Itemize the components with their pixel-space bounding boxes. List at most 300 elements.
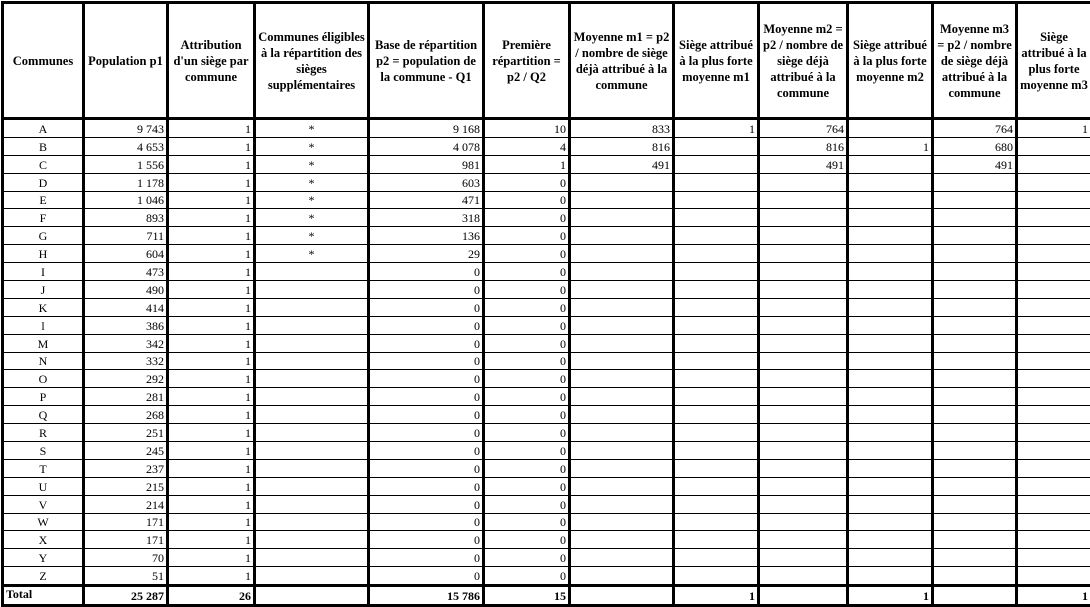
table-row: [3, 388, 1090, 406]
cell-eligible: [255, 424, 369, 442]
cell-moyenne-m1: [570, 316, 674, 334]
cell-moyenne-m1: [570, 495, 674, 513]
cell-moyenne-m2: [759, 173, 848, 191]
cell-base-p2: 0: [369, 424, 484, 442]
cell-moyenne-m2: 764: [759, 119, 848, 138]
cell-moyenne-m2: [759, 334, 848, 352]
cell-premiere-repartition: 0: [484, 495, 570, 513]
cell-eligible: *: [255, 227, 369, 245]
cell-siege-m1: [674, 531, 759, 549]
cell-population-p1: 251: [84, 424, 168, 442]
table-row: [3, 155, 1090, 173]
column-header-moyenne-m3: Moyenne m3 = p2 / nombre de siège déjà attribué à la commune: [933, 3, 1017, 119]
cell-premiere-repartition: 4: [484, 137, 570, 155]
cell-premiere-repartition: 0: [484, 191, 570, 209]
cell-siege-par-commune: 1: [168, 316, 255, 334]
cell-commune: P: [3, 388, 84, 406]
cell-moyenne-m1: [570, 173, 674, 191]
cell-siege-m3: 1: [1017, 586, 1090, 606]
cell-moyenne-m3: [933, 531, 1017, 549]
cell-commune: B: [3, 137, 84, 155]
cell-premiere-repartition: 0: [484, 459, 570, 477]
cell-base-p2: 0: [369, 477, 484, 495]
cell-siege-par-commune: 1: [168, 370, 255, 388]
cell-moyenne-m1: [570, 406, 674, 424]
cell-siege-par-commune: 1: [168, 281, 255, 299]
cell-base-p2: 15 786: [369, 586, 484, 606]
cell-moyenne-m2: [759, 586, 848, 606]
cell-premiere-repartition: 1: [484, 155, 570, 173]
table-row: [3, 173, 1090, 191]
column-header-siege-par-commune: Attribution d'un siège par commune: [168, 3, 255, 119]
cell-siege-m3: [1017, 531, 1090, 549]
cell-eligible: *: [255, 209, 369, 227]
column-header-commune: Communes: [3, 3, 84, 119]
cell-base-p2: 0: [369, 370, 484, 388]
cell-moyenne-m3: [933, 352, 1017, 370]
cell-siege-m1: [674, 549, 759, 567]
table-row: [3, 424, 1090, 442]
seat-allocation-table: [1, 1, 1090, 607]
header-row: [3, 3, 1090, 119]
cell-siege-m3: [1017, 227, 1090, 245]
cell-moyenne-m2: [759, 298, 848, 316]
cell-commune: E: [3, 191, 84, 209]
cell-siege-m2: [848, 549, 933, 567]
cell-moyenne-m2: [759, 567, 848, 586]
table-row: [3, 531, 1090, 549]
cell-siege-m2: [848, 459, 933, 477]
cell-premiere-repartition: 0: [484, 173, 570, 191]
cell-siege-m3: [1017, 352, 1090, 370]
cell-moyenne-m2: [759, 513, 848, 531]
cell-siege-m3: [1017, 549, 1090, 567]
cell-base-p2: 0: [369, 567, 484, 586]
cell-moyenne-m2: [759, 459, 848, 477]
cell-siege-m2: [848, 388, 933, 406]
cell-base-p2: 29: [369, 245, 484, 263]
cell-premiere-repartition: 0: [484, 477, 570, 495]
cell-moyenne-m2: [759, 263, 848, 281]
cell-siege-m1: [674, 388, 759, 406]
cell-eligible: [255, 495, 369, 513]
cell-siege-m1: [674, 459, 759, 477]
cell-siege-m2: [848, 531, 933, 549]
column-header-premiere-repartition: Première répartition = p2 / Q2: [484, 3, 570, 119]
cell-siege-m3: [1017, 567, 1090, 586]
cell-siege-m2: [848, 316, 933, 334]
cell-siege-par-commune: 1: [168, 119, 255, 138]
table-row: [3, 406, 1090, 424]
cell-siege-m3: [1017, 209, 1090, 227]
cell-siege-m2: [848, 298, 933, 316]
cell-siege-m2: [848, 495, 933, 513]
cell-siege-m1: [674, 334, 759, 352]
cell-siege-m2: [848, 227, 933, 245]
cell-moyenne-m3: [933, 298, 1017, 316]
cell-siege-m1: [674, 513, 759, 531]
cell-commune: R: [3, 424, 84, 442]
cell-siege-m1: [674, 316, 759, 334]
cell-siege-m3: [1017, 137, 1090, 155]
cell-moyenne-m1: [570, 334, 674, 352]
column-header-siege-m2: Siège attribué à la plus forte moyenne m2: [848, 3, 933, 119]
cell-siege-m1: [674, 263, 759, 281]
cell-eligible: *: [255, 245, 369, 263]
table-row: [3, 459, 1090, 477]
cell-premiere-repartition: 0: [484, 316, 570, 334]
cell-commune: Y: [3, 549, 84, 567]
table-row: [3, 352, 1090, 370]
cell-moyenne-m3: [933, 388, 1017, 406]
cell-siege-m3: [1017, 263, 1090, 281]
cell-moyenne-m3: [933, 442, 1017, 460]
column-header-base-p2: Base de répartition p2 = population de la commune - Q1: [369, 3, 484, 119]
cell-base-p2: 0: [369, 281, 484, 299]
cell-premiere-repartition: 0: [484, 424, 570, 442]
cell-commune: U: [3, 477, 84, 495]
cell-premiere-repartition: 0: [484, 531, 570, 549]
cell-siege-m1: [674, 245, 759, 263]
cell-moyenne-m2: [759, 495, 848, 513]
cell-siege-m2: [848, 352, 933, 370]
cell-premiere-repartition: 0: [484, 442, 570, 460]
cell-siege-par-commune: 1: [168, 191, 255, 209]
cell-eligible: [255, 352, 369, 370]
cell-moyenne-m2: [759, 281, 848, 299]
cell-moyenne-m3: 680: [933, 137, 1017, 155]
cell-base-p2: 0: [369, 549, 484, 567]
table-row: [3, 549, 1090, 567]
cell-siege-m2: 1: [848, 586, 933, 606]
cell-moyenne-m3: [933, 173, 1017, 191]
cell-commune: N: [3, 352, 84, 370]
cell-eligible: [255, 263, 369, 281]
table-row: [3, 209, 1090, 227]
cell-premiere-repartition: 10: [484, 119, 570, 138]
cell-premiere-repartition: 15: [484, 586, 570, 606]
cell-siege-m3: [1017, 281, 1090, 299]
cell-siege-m3: [1017, 424, 1090, 442]
cell-commune: O: [3, 370, 84, 388]
cell-moyenne-m1: [570, 352, 674, 370]
cell-siege-m3: [1017, 245, 1090, 263]
cell-moyenne-m1: [570, 477, 674, 495]
cell-commune: S: [3, 442, 84, 460]
cell-siege-m1: [674, 406, 759, 424]
cell-commune: A: [3, 119, 84, 138]
table-row: [3, 334, 1090, 352]
cell-moyenne-m1: [570, 531, 674, 549]
cell-base-p2: 981: [369, 155, 484, 173]
cell-moyenne-m1: [570, 513, 674, 531]
table-row: [3, 477, 1090, 495]
cell-siege-par-commune: 1: [168, 388, 255, 406]
cell-moyenne-m3: [933, 513, 1017, 531]
cell-population-p1: 332: [84, 352, 168, 370]
cell-siege-m2: [848, 370, 933, 388]
cell-base-p2: 0: [369, 388, 484, 406]
cell-moyenne-m2: [759, 227, 848, 245]
cell-siege-m2: [848, 477, 933, 495]
cell-siege-m1: [674, 424, 759, 442]
cell-population-p1: 386: [84, 316, 168, 334]
cell-siege-m3: [1017, 191, 1090, 209]
cell-moyenne-m1: [570, 549, 674, 567]
cell-moyenne-m1: [570, 388, 674, 406]
cell-moyenne-m3: [933, 227, 1017, 245]
table-row: [3, 119, 1090, 138]
cell-premiere-repartition: 0: [484, 567, 570, 586]
cell-siege-m2: [848, 245, 933, 263]
cell-moyenne-m3: [933, 370, 1017, 388]
cell-eligible: [255, 531, 369, 549]
cell-siege-par-commune: 1: [168, 459, 255, 477]
cell-population-p1: 473: [84, 263, 168, 281]
cell-siege-par-commune: 1: [168, 495, 255, 513]
table-row: [3, 137, 1090, 155]
cell-base-p2: 0: [369, 459, 484, 477]
cell-siege-par-commune: 1: [168, 549, 255, 567]
cell-eligible: [255, 549, 369, 567]
cell-commune: V: [3, 495, 84, 513]
cell-siege-m3: [1017, 406, 1090, 424]
cell-siege-par-commune: 1: [168, 567, 255, 586]
cell-moyenne-m1: [570, 263, 674, 281]
cell-commune: T: [3, 459, 84, 477]
cell-siege-m2: 1: [848, 137, 933, 155]
cell-moyenne-m1: [570, 370, 674, 388]
cell-siege-m1: 1: [674, 586, 759, 606]
cell-premiere-repartition: 0: [484, 549, 570, 567]
cell-siege-m2: [848, 209, 933, 227]
cell-siege-par-commune: 1: [168, 477, 255, 495]
column-header-moyenne-m1: Moyenne m1 = p2 / nombre de siège déjà attribué à la commune: [570, 3, 674, 119]
cell-moyenne-m2: 816: [759, 137, 848, 155]
cell-moyenne-m1: [570, 191, 674, 209]
cell-siege-m3: [1017, 173, 1090, 191]
cell-population-p1: 215: [84, 477, 168, 495]
cell-commune: F: [3, 209, 84, 227]
cell-moyenne-m3: [933, 245, 1017, 263]
table-row: [3, 316, 1090, 334]
table-row: [3, 191, 1090, 209]
cell-premiere-repartition: 0: [484, 388, 570, 406]
cell-siege-par-commune: 26: [168, 586, 255, 606]
cell-base-p2: 0: [369, 531, 484, 549]
cell-premiere-repartition: 0: [484, 298, 570, 316]
cell-moyenne-m1: [570, 209, 674, 227]
cell-premiere-repartition: 0: [484, 513, 570, 531]
cell-population-p1: 281: [84, 388, 168, 406]
cell-siege-m1: [674, 370, 759, 388]
cell-moyenne-m2: [759, 245, 848, 263]
cell-base-p2: 136: [369, 227, 484, 245]
cell-siege-m3: [1017, 334, 1090, 352]
cell-premiere-repartition: 0: [484, 281, 570, 299]
cell-eligible: [255, 513, 369, 531]
table-row: [3, 298, 1090, 316]
column-header-population-p1: Population p1: [84, 3, 168, 119]
cell-base-p2: 4 078: [369, 137, 484, 155]
cell-base-p2: 0: [369, 352, 484, 370]
cell-siege-par-commune: 1: [168, 227, 255, 245]
cell-moyenne-m1: 491: [570, 155, 674, 173]
cell-eligible: [255, 316, 369, 334]
cell-moyenne-m2: [759, 191, 848, 209]
cell-moyenne-m2: [759, 370, 848, 388]
cell-eligible: [255, 459, 369, 477]
cell-siege-m2: [848, 442, 933, 460]
cell-premiere-repartition: 0: [484, 406, 570, 424]
table-row: [3, 370, 1090, 388]
cell-population-p1: 9 743: [84, 119, 168, 138]
cell-moyenne-m1: [570, 281, 674, 299]
cell-siege-m3: [1017, 495, 1090, 513]
cell-siege-m2: [848, 513, 933, 531]
cell-eligible: [255, 567, 369, 586]
cell-moyenne-m3: [933, 191, 1017, 209]
cell-moyenne-m2: 491: [759, 155, 848, 173]
cell-population-p1: 237: [84, 459, 168, 477]
cell-siege-m2: [848, 406, 933, 424]
column-header-siege-m1: Siège attribué à la plus forte moyenne m1: [674, 3, 759, 119]
column-header-siege-m3: Siège attribué à la plus forte moyenne m3: [1017, 3, 1090, 119]
cell-siege-m2: [848, 281, 933, 299]
cell-siege-par-commune: 1: [168, 442, 255, 460]
cell-moyenne-m2: [759, 388, 848, 406]
cell-siege-m2: [848, 191, 933, 209]
cell-siege-m3: [1017, 370, 1090, 388]
cell-commune: C: [3, 155, 84, 173]
cell-siege-m2: [848, 334, 933, 352]
cell-moyenne-m1: [570, 227, 674, 245]
column-header-eligible: Communes éligibles à la répartition des sièges supplémentaires: [255, 3, 369, 119]
cell-population-p1: 1 046: [84, 191, 168, 209]
cell-moyenne-m1: 816: [570, 137, 674, 155]
cell-moyenne-m3: [933, 209, 1017, 227]
cell-commune: Z: [3, 567, 84, 586]
cell-eligible: *: [255, 137, 369, 155]
cell-moyenne-m2: [759, 424, 848, 442]
cell-population-p1: 171: [84, 531, 168, 549]
cell-moyenne-m2: [759, 549, 848, 567]
cell-base-p2: 0: [369, 316, 484, 334]
cell-moyenne-m3: 491: [933, 155, 1017, 173]
cell-commune: l: [3, 316, 84, 334]
cell-siege-m1: [674, 281, 759, 299]
cell-moyenne-m3: [933, 424, 1017, 442]
cell-siege-m1: [674, 227, 759, 245]
cell-siege-par-commune: 1: [168, 334, 255, 352]
cell-premiere-repartition: 0: [484, 209, 570, 227]
cell-eligible: [255, 370, 369, 388]
cell-population-p1: 214: [84, 495, 168, 513]
cell-population-p1: 711: [84, 227, 168, 245]
table-row: [3, 442, 1090, 460]
cell-siege-m3: [1017, 316, 1090, 334]
cell-population-p1: 292: [84, 370, 168, 388]
cell-moyenne-m1: [570, 567, 674, 586]
cell-siege-par-commune: 1: [168, 352, 255, 370]
cell-base-p2: 0: [369, 263, 484, 281]
cell-population-p1: 51: [84, 567, 168, 586]
cell-moyenne-m1: [570, 298, 674, 316]
cell-eligible: [255, 442, 369, 460]
cell-population-p1: 490: [84, 281, 168, 299]
table-row: [3, 263, 1090, 281]
cell-moyenne-m3: [933, 459, 1017, 477]
table-row: [3, 495, 1090, 513]
cell-siege-m2: [848, 567, 933, 586]
table-row: [3, 245, 1090, 263]
cell-eligible: *: [255, 173, 369, 191]
cell-siege-par-commune: 1: [168, 406, 255, 424]
cell-eligible: [255, 281, 369, 299]
cell-siege-m3: [1017, 513, 1090, 531]
cell-moyenne-m3: [933, 549, 1017, 567]
cell-population-p1: 604: [84, 245, 168, 263]
cell-commune: J: [3, 281, 84, 299]
table-row: [3, 227, 1090, 245]
cell-population-p1: 171: [84, 513, 168, 531]
cell-base-p2: 318: [369, 209, 484, 227]
cell-siege-par-commune: 1: [168, 245, 255, 263]
cell-moyenne-m2: [759, 477, 848, 495]
cell-eligible: [255, 586, 369, 606]
cell-population-p1: 25 287: [84, 586, 168, 606]
table-row: [3, 567, 1090, 586]
cell-eligible: *: [255, 119, 369, 138]
cell-siege-m2: [848, 263, 933, 281]
cell-population-p1: 893: [84, 209, 168, 227]
cell-moyenne-m2: [759, 442, 848, 460]
cell-moyenne-m3: [933, 477, 1017, 495]
cell-population-p1: 4 653: [84, 137, 168, 155]
cell-moyenne-m3: [933, 334, 1017, 352]
cell-moyenne-m1: [570, 442, 674, 460]
cell-siege-m1: 1: [674, 119, 759, 138]
cell-commune: X: [3, 531, 84, 549]
cell-commune: I: [3, 263, 84, 281]
cell-siege-m1: [674, 352, 759, 370]
cell-siege-m1: [674, 191, 759, 209]
cell-commune: K: [3, 298, 84, 316]
cell-moyenne-m3: [933, 316, 1017, 334]
cell-population-p1: 342: [84, 334, 168, 352]
table-row: [3, 513, 1090, 531]
cell-siege-m3: [1017, 442, 1090, 460]
cell-siege-m3: [1017, 155, 1090, 173]
cell-siege-m3: [1017, 459, 1090, 477]
cell-siege-m2: [848, 155, 933, 173]
cell-commune: D: [3, 173, 84, 191]
cell-siege-m1: [674, 567, 759, 586]
cell-siege-m3: [1017, 477, 1090, 495]
cell-moyenne-m2: [759, 352, 848, 370]
column-header-moyenne-m2: Moyenne m2 = p2 / nombre de siège déjà attribué à la commune: [759, 3, 848, 119]
cell-moyenne-m2: [759, 209, 848, 227]
cell-siege-m1: [674, 298, 759, 316]
cell-siege-par-commune: 1: [168, 531, 255, 549]
cell-base-p2: 0: [369, 495, 484, 513]
cell-moyenne-m3: [933, 586, 1017, 606]
cell-eligible: [255, 388, 369, 406]
cell-siege-m1: [674, 137, 759, 155]
cell-moyenne-m1: 833: [570, 119, 674, 138]
total-row: [3, 586, 1090, 606]
cell-population-p1: 414: [84, 298, 168, 316]
